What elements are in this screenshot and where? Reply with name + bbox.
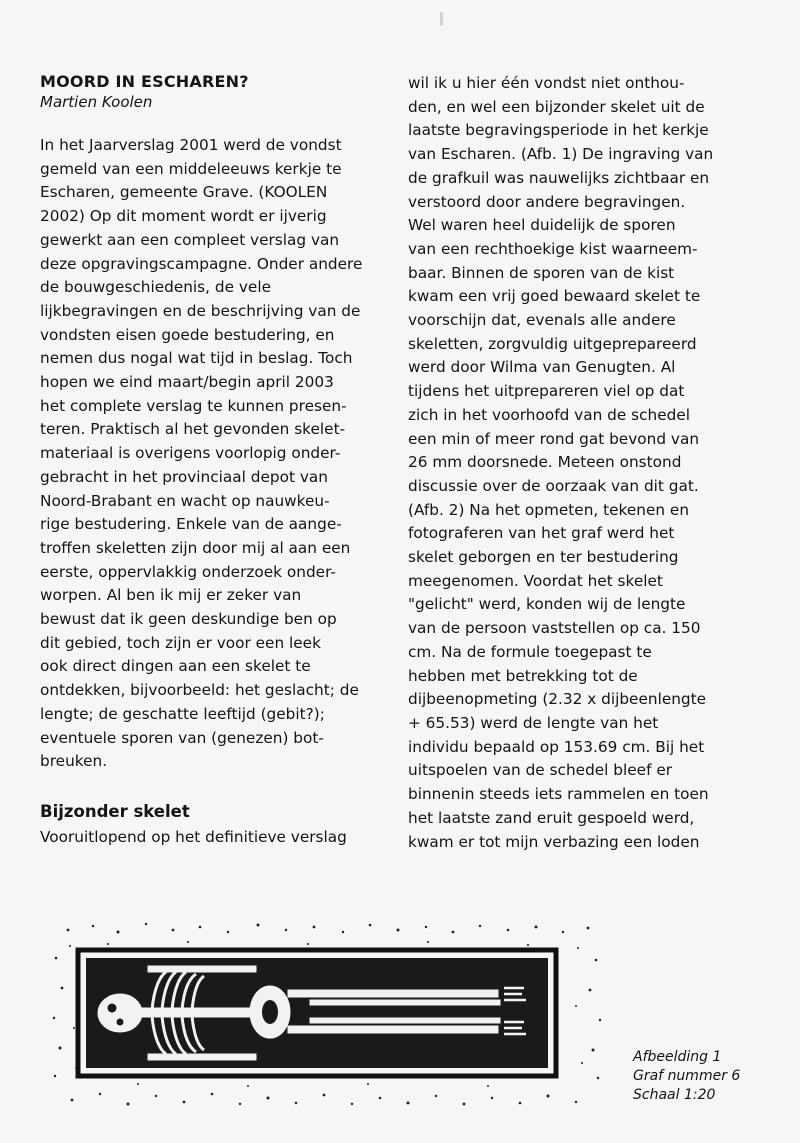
text-line: kwam een vrij goed bewaard skelet te bbox=[408, 287, 701, 306]
text-line: 2002) Op dit moment wordt er ijverig bbox=[40, 207, 327, 226]
text-line: laatste begravingsperiode in het kerkje bbox=[408, 121, 709, 140]
text-line: zich in het voorhoofd van de schedel bbox=[408, 405, 691, 424]
text-line: het laatste zand eruit gespoeld werd, bbox=[408, 808, 695, 827]
text-line: gemeld van een middeleeuws kerkje te bbox=[40, 159, 342, 178]
text-line: nemen dus nogal wat tijd in beslag. Toch bbox=[40, 349, 353, 368]
text-line: eventuele sporen van (genezen) bot- bbox=[40, 728, 324, 747]
text-line: (Afb. 2) Na het opmeten, tekenen en bbox=[408, 500, 690, 519]
text-line: voorschijn dat, evenals alle andere bbox=[408, 311, 676, 330]
text-line: dit gebied, toch zijn er voor een leek bbox=[40, 633, 321, 652]
text-line: 26 mm doorsnede. Meteen onstond bbox=[408, 453, 682, 472]
text-line: Escharen, gemeente Grave. (KOOLEN bbox=[40, 183, 328, 202]
text-line: Vooruitlopend op het definitieve verslag bbox=[40, 827, 347, 846]
text-line: ontdekken, bijvoorbeeld: het geslacht; de bbox=[40, 681, 359, 700]
text-line: deze opgravingscampagne. Onder andere bbox=[40, 254, 363, 273]
text-line: individu bepaald op 153.69 cm. Bij het bbox=[408, 737, 705, 756]
text-line: uitspoelen van de schedel bleef er bbox=[408, 761, 673, 780]
right-column bbox=[408, 72, 746, 854]
scan-speck bbox=[440, 12, 443, 26]
text-line: In het Jaarverslag 2001 werd de vondst bbox=[40, 136, 342, 154]
text-line: breuken. bbox=[40, 752, 108, 771]
text-line: de bouwgeschiedenis, de vele bbox=[40, 278, 271, 297]
article-title: MOORD IN ESCHAREN? bbox=[40, 72, 249, 91]
article-author: Martien Koolen bbox=[40, 93, 153, 111]
continued-paragraph bbox=[408, 72, 746, 854]
left-column bbox=[40, 72, 378, 850]
text-line: fotograferen van het graf werd het bbox=[408, 524, 675, 543]
text-line: verstoord door andere begravingen. bbox=[408, 192, 686, 211]
text-line: cm. Na de formule toegepast te bbox=[408, 642, 652, 661]
text-line: baar. Binnen de sporen van de kist bbox=[408, 263, 675, 282]
text-line: bewust dat ik geen deskundige ben op bbox=[40, 610, 337, 629]
text-line: van de persoon vaststellen op ca. 150 bbox=[408, 619, 701, 638]
text-line: een min of meer rond gat bevond van bbox=[408, 429, 700, 448]
text-line: vondsten eisen goede bestudering, en bbox=[40, 325, 335, 344]
text-line: van Escharen. (Afb. 1) De ingraving van bbox=[408, 145, 714, 164]
caption-line: Graf nummer 6 bbox=[633, 1068, 741, 1084]
text-line: troffen skeletten zijn door mij al aan een bbox=[40, 538, 351, 557]
text-line: van een rechthoekige kist waarneem- bbox=[408, 239, 698, 258]
text-line: "gelicht" werd, konden wij de lengte bbox=[408, 595, 686, 614]
text-line: discussie over de oorzaak van dit gat. bbox=[408, 476, 699, 495]
text-line: lengte; de geschatte leeftijd (gebit?); bbox=[40, 704, 325, 723]
figure-caption bbox=[633, 1048, 740, 1105]
text-line: hopen we eind maart/begin april 2003 bbox=[40, 373, 334, 392]
text-line: rige bestudering. Enkele van de aange- bbox=[40, 515, 342, 534]
text-line: skelet geborgen en ter bestudering bbox=[408, 548, 679, 567]
text-line: Wel waren heel duidelijk de sporen bbox=[408, 216, 676, 235]
intro-paragraph bbox=[40, 134, 378, 774]
text-line: den, en wel een bijzonder skelet uit de bbox=[408, 97, 705, 116]
text-line: Noord-Brabant en wacht op nauwkeu- bbox=[40, 491, 330, 510]
text-line: materiaal is overigens voorlopig onder- bbox=[40, 444, 341, 463]
section-heading: Bijzonder skelet bbox=[40, 801, 190, 821]
text-line: gewerkt aan een compleet verslag van bbox=[40, 230, 340, 249]
text-line: lijkbegravingen en de beschrijving van de bbox=[40, 301, 361, 320]
text-line: de grafkuil was nauwelijks zichtbaar en bbox=[408, 168, 710, 187]
text-line: werd door Wilma van Genugten. Al bbox=[408, 358, 676, 377]
section-paragraph bbox=[40, 826, 378, 850]
text-line: skeletten, zorgvuldig uitgeprepareerd bbox=[408, 334, 697, 353]
grave-drawing bbox=[48, 918, 608, 1118]
caption-line: Afbeelding 1 bbox=[633, 1049, 722, 1065]
text-line: ook direct dingen aan een skelet te bbox=[40, 657, 311, 676]
text-line: + 65.53) werd de lengte van het bbox=[408, 713, 659, 732]
text-line: binnenin steeds iets rammelen en toen bbox=[408, 785, 709, 804]
text-line: tijdens het uitprepareren viel op dat bbox=[408, 382, 685, 401]
text-line: teren. Praktisch al het gevonden skelet- bbox=[40, 420, 346, 439]
text-line: wil ik u hier één vondst niet onthou- bbox=[408, 74, 685, 92]
caption-line: Schaal 1:20 bbox=[633, 1087, 716, 1103]
text-line: gebracht in het provinciaal depot van bbox=[40, 467, 328, 486]
text-line: hebben met betrekking tot de bbox=[408, 666, 638, 685]
text-line: het complete verslag te kunnen presen- bbox=[40, 396, 347, 415]
text-line: dijbeenopmeting (2.32 x dijbeenlengte bbox=[408, 690, 707, 709]
text-line: meegenomen. Voordat het skelet bbox=[408, 571, 663, 590]
text-line: kwam er tot mijn verbazing een loden bbox=[408, 832, 700, 851]
text-line: eerste, oppervlakkig onderzoek onder- bbox=[40, 562, 336, 581]
text-line: worpen. Al ben ik mij er zeker van bbox=[40, 586, 302, 605]
